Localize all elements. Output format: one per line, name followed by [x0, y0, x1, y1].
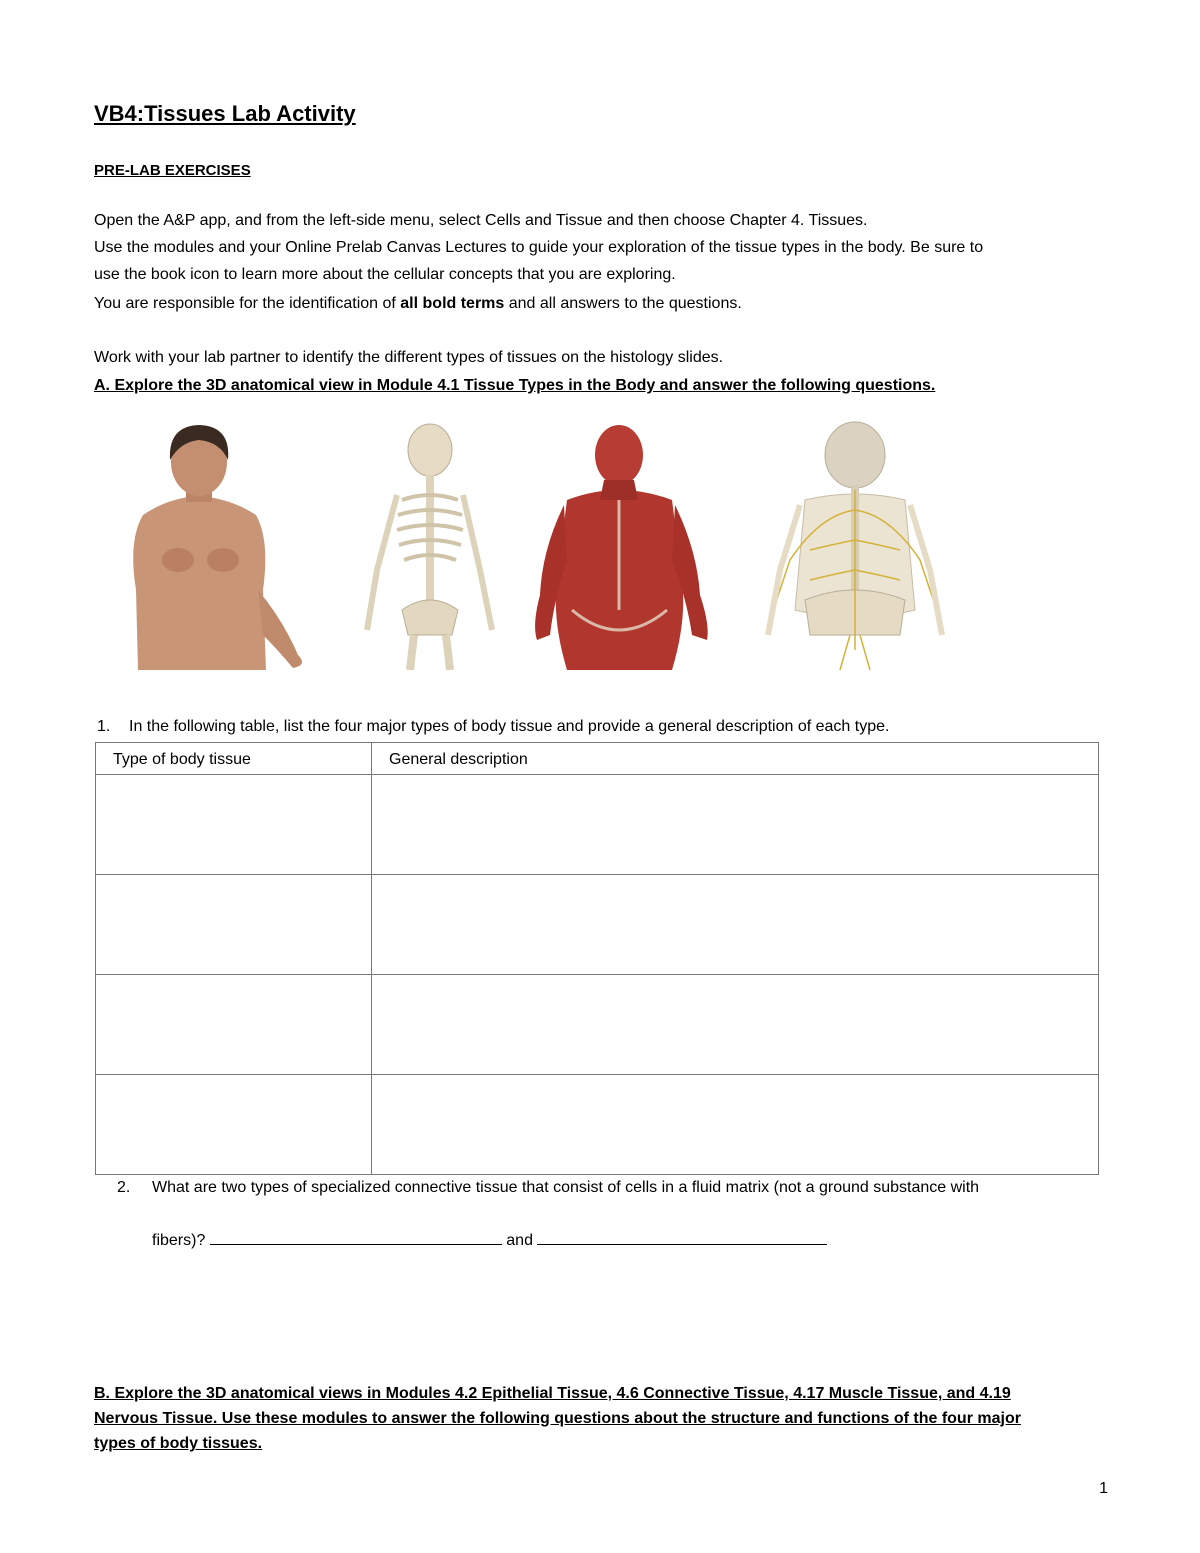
answer-blank-2[interactable] [537, 1228, 827, 1245]
intro-line-4-pre: You are responsible for the identification of [94, 295, 401, 312]
skull-shape [408, 424, 452, 476]
intro-line-2: Use the modules and your Online Prelab Canvas Lectures to guide your exploration of the tissue types in the body. Be sure to [94, 239, 984, 256]
chest-left-shape [162, 548, 194, 572]
cell-description[interactable] [372, 875, 1099, 975]
q1-number: 1. [97, 718, 111, 735]
left-arm-bone [367, 495, 397, 630]
cell-type[interactable] [96, 1075, 372, 1175]
cell-description[interactable] [372, 1075, 1099, 1175]
table-header-row [96, 743, 1099, 775]
pelvis-shape [402, 600, 458, 635]
intro-line-4-bold: all bold terms [400, 295, 505, 312]
skull-back-shape [825, 422, 885, 488]
muscle-figure [512, 420, 727, 670]
torso-shape [133, 496, 266, 670]
cell-type[interactable] [96, 975, 372, 1075]
intro-line-4-post: and all answers to the questions. [504, 295, 742, 312]
section-heading-prelab: PRE-LAB EXERCISES [94, 162, 251, 179]
q1-text: In the following table, list the four major types of body tissue and provide a general description of each type. [129, 718, 890, 735]
cell-description[interactable] [372, 975, 1099, 1075]
nervous-figure [750, 420, 960, 670]
head-muscle-shape [595, 425, 643, 485]
intro-line-5: Work with your lab partner to identify the different types of tissues on the histology slides. [94, 349, 724, 366]
answer-blank-1[interactable] [210, 1228, 502, 1245]
q2-line-1: What are two types of specialized connective tissue that consist of cells in a fluid matrix (not a ground substance with [152, 1179, 980, 1196]
right-leg-bone [446, 635, 450, 670]
header-type: Type of body tissue [96, 743, 372, 775]
section-a-heading: A. Explore the 3D anatomical view in Module 4.1 Tissue Types in the Body and answer the following questions. [94, 377, 936, 394]
table-row [96, 1075, 1099, 1175]
q2-line-2 [152, 1228, 827, 1251]
table-row [96, 875, 1099, 975]
q2-number: 2. [117, 1179, 131, 1196]
skin-figure [98, 420, 313, 670]
skeleton-figure [352, 420, 502, 670]
page-title: VB4:Tissues Lab Activity [94, 101, 356, 126]
neck-muscle-shape [600, 480, 638, 500]
chest-right-shape [207, 548, 239, 572]
section-b-line-1: B. Explore the 3D anatomical views in Modules 4.2 Epithelial Tissue, 4.6 Connective Tissue, 4.17 Muscle Tissue, and 4.19 [94, 1385, 1011, 1402]
intro-line-4 [94, 294, 742, 314]
table-row [96, 775, 1099, 875]
q2-and-text: and [506, 1232, 533, 1249]
q2-fibers-text: fibers)? [152, 1232, 206, 1249]
right-arm-bone [463, 495, 492, 630]
left-leg-bone [410, 635, 414, 670]
tissue-table [95, 742, 1099, 1175]
page-number: 1 [1099, 1480, 1108, 1497]
table-row [96, 975, 1099, 1075]
header-description: General description [372, 743, 1099, 775]
right-arm-bone-back [910, 505, 942, 635]
cell-description[interactable] [372, 775, 1099, 875]
section-b-line-3: types of body tissues. [94, 1435, 263, 1452]
intro-line-1: Open the A&P app, and from the left-side menu, select Cells and Tissue and then choose Chapter 4. Tissues. [94, 212, 868, 229]
intro-line-3: use the book icon to learn more about the cellular concepts that you are exploring. [94, 266, 676, 283]
left-arm-bone-back [768, 505, 800, 635]
cell-type[interactable] [96, 875, 372, 975]
cell-type[interactable] [96, 775, 372, 875]
section-b-line-2: Nervous Tissue. Use these modules to answer the following questions about the structure and functions of the four major [94, 1410, 1021, 1427]
